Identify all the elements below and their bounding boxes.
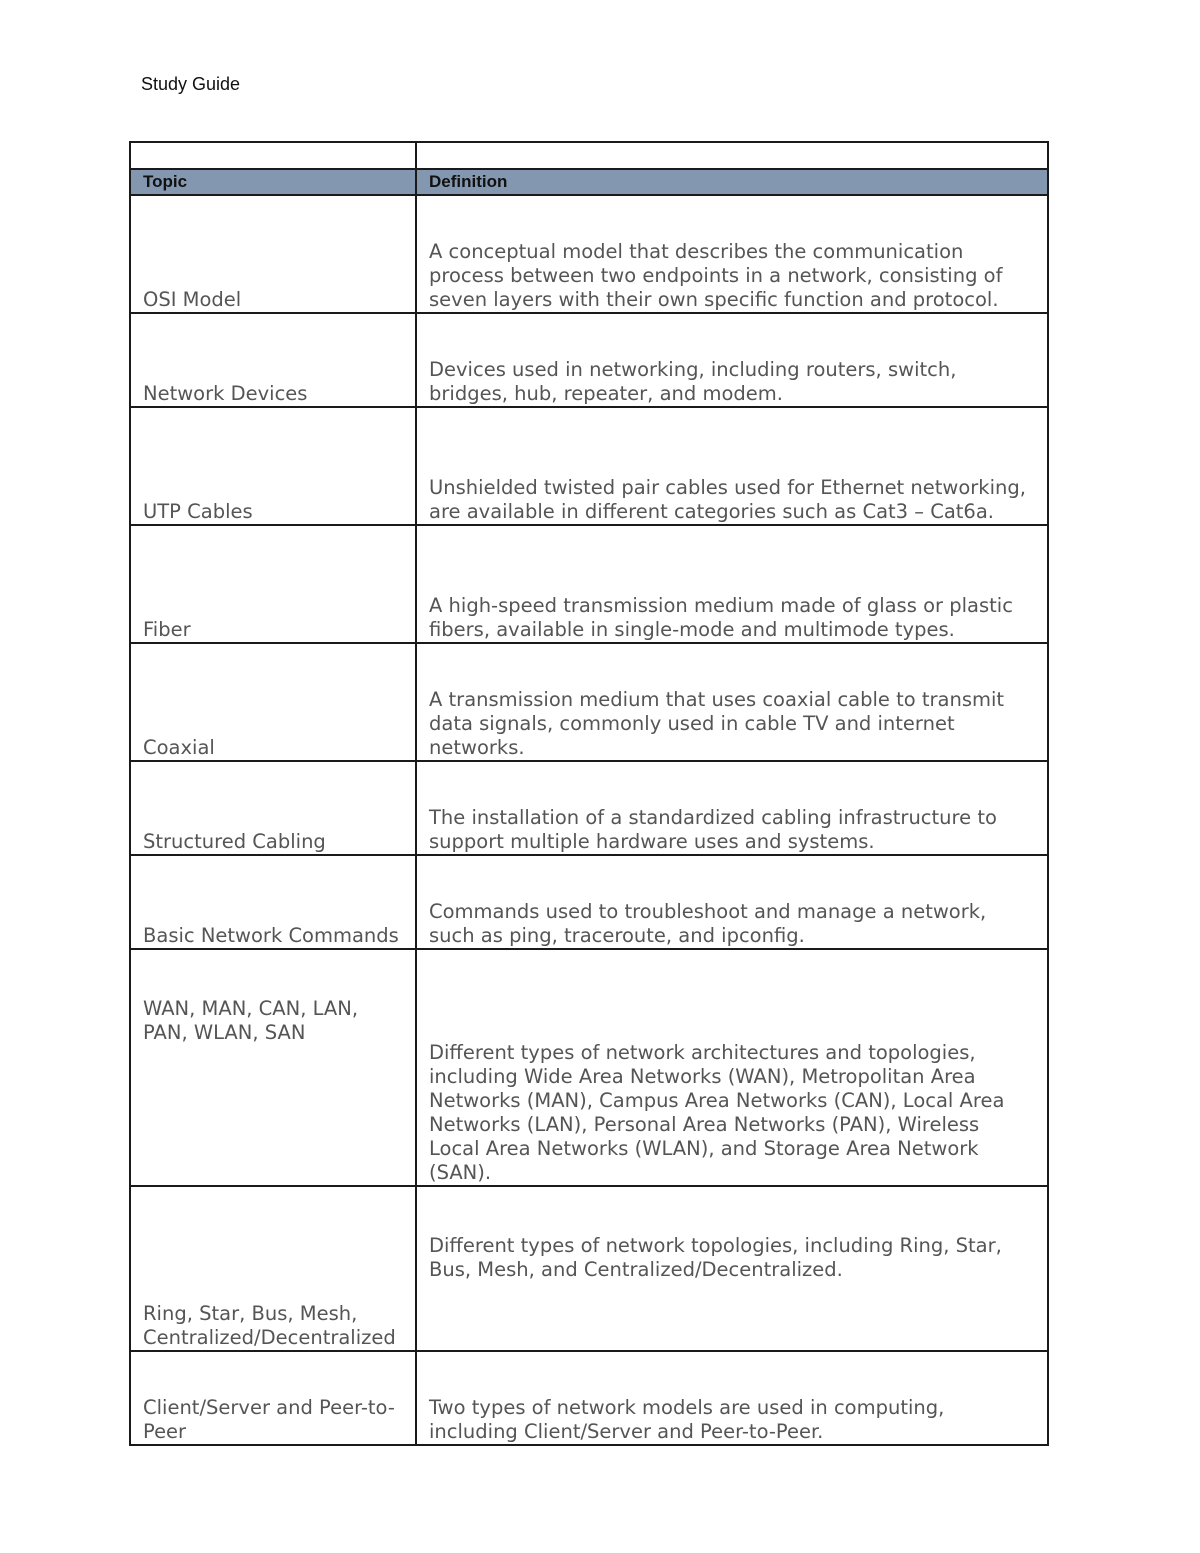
definition-cell: Devices used in networking, including routers, switch, bridges, hub, repeater, and modem. [416,313,1048,407]
topic-cell: OSI Model [130,195,416,313]
blank-cell [130,142,416,169]
table-row [130,1186,1048,1351]
topic-cell: UTP Cables [130,407,416,525]
definition-cell: A high-speed transmission medium made of glass or plastic fibers, available in single-mode and multimode types. [416,525,1048,643]
column-header-topic: Topic [130,169,416,195]
table-row [130,313,1048,407]
definition-cell: Different types of network topologies, including Ring, Star, Bus, Mesh, and Centralized/Decentralized. [416,1186,1048,1351]
table-row [130,643,1048,761]
definition-cell: Two types of network models are used in computing, including Client/Server and Peer-to-Peer. [416,1351,1048,1445]
topic-cell: Network Devices [130,313,416,407]
topic-cell: Client/Server and Peer-to-Peer [130,1351,416,1445]
topic-cell: WAN, MAN, CAN, LAN, PAN, WLAN, SAN [130,949,416,1186]
definition-cell: Commands used to troubleshoot and manage a network, such as ping, traceroute, and ipconfig. [416,855,1048,949]
study-guide-table [129,141,1049,1446]
topic-cell: Coaxial [130,643,416,761]
topic-cell: Ring, Star, Bus, Mesh, Centralized/Decentralized [130,1186,416,1351]
page-header: Study Guide [141,74,241,94]
topic-cell: Structured Cabling [130,761,416,855]
topic-cell: Basic Network Commands [130,855,416,949]
column-header-definition: Definition [416,169,1048,195]
table-row [130,525,1048,643]
definition-cell: Different types of network architectures and topologies, including Wide Area Networks (WAN), Metropolitan Area Networks (MAN), Campus Area Networks (CAN), Local Area Networks (LAN), Personal Area Networks (PAN), Wireless Local Area Networks (WLAN), and Storage Area Network (SAN). [416,949,1048,1186]
table-row [130,1351,1048,1445]
blank-row [130,142,1048,169]
blank-cell [416,142,1048,169]
definition-cell: A transmission medium that uses coaxial cable to transmit data signals, commonly used in cable TV and internet networks. [416,643,1048,761]
header-row [130,169,1048,195]
table-row [130,949,1048,1186]
table-row [130,407,1048,525]
table-row [130,761,1048,855]
definition-cell: The installation of a standardized cabling infrastructure to support multiple hardware uses and systems. [416,761,1048,855]
definition-cell: Unshielded twisted pair cables used for Ethernet networking, are available in different categories such as Cat3 – Cat6a. [416,407,1048,525]
table-row [130,855,1048,949]
table-row [130,195,1048,313]
definition-cell: A conceptual model that describes the communication process between two endpoints in a network, consisting of seven layers with their own specific function and protocol. [416,195,1048,313]
topic-cell: Fiber [130,525,416,643]
